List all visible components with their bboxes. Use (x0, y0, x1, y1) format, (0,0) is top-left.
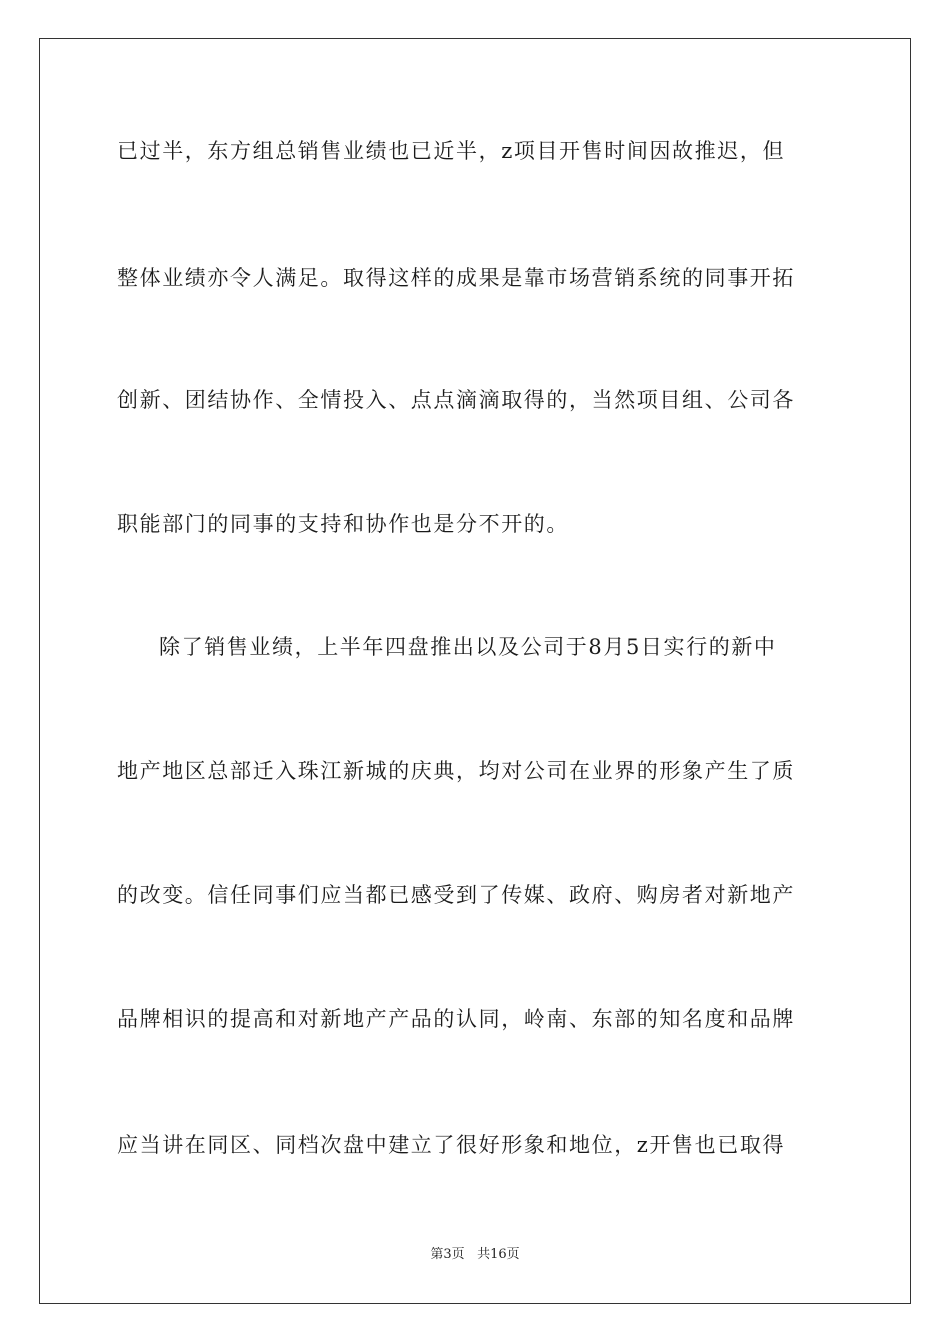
paragraph-line-3: 创新、团结协作、全情投入、点点滴滴取得的，当然项目组、公司各 (117, 388, 795, 412)
paragraph-line-2: 整体业绩亦令人满足。取得这样的成果是靠市场营销系统的同事开拓 (117, 266, 795, 290)
paragraph-line-1: 已过半，东方组总销售业绩也已近半，z项目开售时间因故推迟，但 (117, 139, 786, 163)
paragraph-line-9: 应当讲在同区、同档次盘中建立了很好形象和地位，z开售也已取得 (117, 1133, 786, 1157)
paragraph-line-8: 品牌相识的提高和对新地产产品的认同，岭南、东部的知名度和品牌 (117, 1007, 795, 1031)
page-number: 第3页 (430, 1247, 465, 1262)
paragraph-line-4: 职能部门的同事的支持和协作也是分不开的。 (117, 512, 569, 536)
paragraph-line-5: 除了销售业绩，上半年四盘推出以及公司于8月5日实行的新中 (159, 635, 777, 659)
page-total: 共16页 (477, 1247, 520, 1262)
page-border (39, 38, 911, 1304)
page-footer (0, 1246, 950, 1264)
paragraph-line-6: 地产地区总部迁入珠江新城的庆典，均对公司在业界的形象产生了质 (117, 759, 795, 783)
paragraph-line-7: 的改变。信任同事们应当都已感受到了传媒、政府、购房者对新地产 (117, 883, 795, 907)
